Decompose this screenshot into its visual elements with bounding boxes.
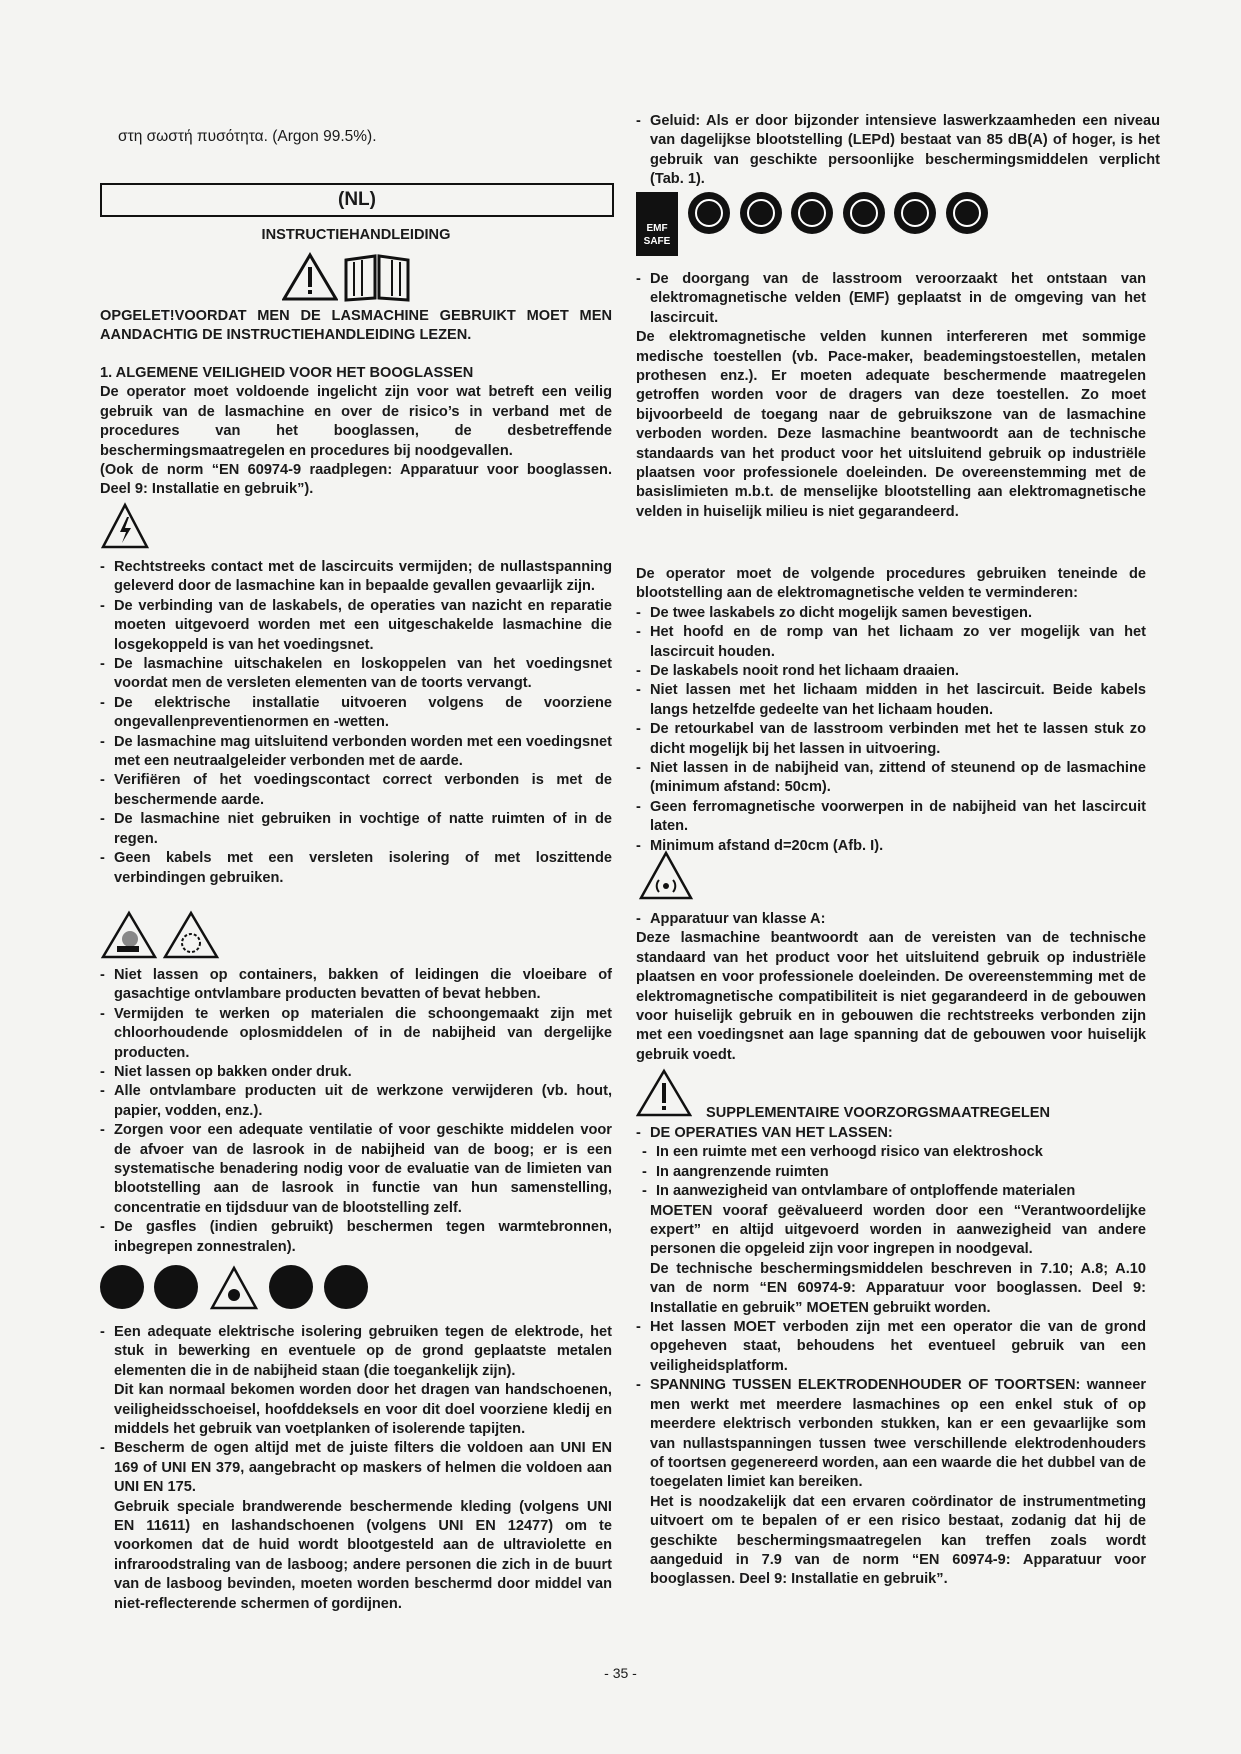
open-book-icon [342,252,412,302]
ppe-icons [100,1265,374,1314]
list-item: - Rechtstreeks contact met de lascircuits vermijden; de nullastspanning geleverd door de lasmachine kan in bepaalde gevallen gevaarlijk zijn. [100,558,612,597]
manual-title: INSTRUCTIEHANDLEIDING [261,227,451,243]
class-a-text: Deze lasmachine beantwoordt aan de vereisten van de technische standaard van het product voor het uitsluitend gebruik op industriële plaatsen en voor professionele doeleinden. De overeenstemming met de elektromagnetische compatibiliteit is niet gegarandeerd in de gebouwen voor huiselijk gebruik en in gebouwen die rechtstreeks verbonden zijn met een voedingsnet aan lage spanning dat de gebouwen voor huiselijk gebruik voedt. [636,930,1146,1063]
face-shield-icon [269,1265,313,1309]
list-item: - In aanwezigheid van ontvlambare of ontploffende materialen [642,1182,1146,1201]
emf-item: - De doorgang van de lasstroom veroorzaakt het ontstaan van elektromagnetische velden (EMF) geplaatst in de omgeving van het lascircuit. [636,270,1146,328]
list-item: Gebruik speciale brandwerende beschermende kleding (volgens UNI EN 11611) en lashandschoenen (volgens UNI EN 12477) om te voorkomen dat de huid wordt blootgesteld aan de ultraviolette en infraroodstraling van de lasboog; andere personen die zich in de buurt van de lasboog bevinden, moeten worden beschermd door middel van niet-reflecterende schermen of gordijnen. [114,1498,612,1612]
list-item: - De retourkabel van de lasstroom verbinden met het te lassen stuk zo dicht mogelijk bij het lassen in uitvoering. [636,720,1146,759]
list-item: - Minimum afstand d=20cm (Afb. I). [636,837,1146,856]
warning-triangle-icon [636,1068,692,1118]
list-item: - De verbinding van de laskabels, de operaties van nazicht en reparatie moeten uitgevoerd worden met een uitgeschakelde lasmachine die losgekoppeld is van het voedingsnet. [100,597,612,655]
list-item: - Niet lassen op containers, bakken of leidingen die vloeibare of gasachtige ontvlambare producten bevatten of bevat hebben. [100,966,612,1005]
list-item: - Niet lassen met het lichaam midden in het lascircuit. Beide kabels langs hetzelfde gedeelte van het lichaam houden. [636,681,1146,720]
section-1-heading: 1. ALGEMENE VEILIGHEID VOOR HET BOOGLASSEN [100,365,474,381]
class-a-item: - Apparatuur van klasse A: [636,910,1146,929]
list-item: - In een ruimte met een verhoogd risico van elektroshock [642,1143,1146,1162]
emf-safe-icon [636,192,678,256]
emf-safe-label: EMF SAFE [643,223,671,247]
list-item: - Geen ferromagnetische voorwerpen in de nabijheid van het lascircuit laten. [636,798,1146,837]
prohibition-icon [946,192,988,234]
fire-explosion-icons [100,910,220,960]
list-item: - Niet lassen in de nabijheid van, zittend of steunend op de lasmachine (minimum afstand: 50cm). [636,759,1146,798]
hot-surface-icon [209,1265,259,1311]
list-item: - Verifiëren of het voedingscontact correct verbonden is met de beschermende aarde. [100,771,612,810]
electric-shock-icon [100,502,150,550]
operations-section [636,1124,1146,1590]
list-item: - De elektrische installatie uitvoeren volgens de voorziene ongevallenpreventienormen en -wetten. [100,694,612,733]
list-item: - Een adequate elektrische isolering gebruiken tegen de elektrode, het stuk in bewerking en eventuele op de grond geplaatste metalen elementen die in de nabijheid staan (die toegankelijk zijn). [100,1323,612,1381]
explosion-icon [162,910,220,960]
list-item: - De laskabels nooit rond het lichaam draaien. [636,662,1146,681]
language-box: (NL) [100,183,614,217]
section-1-text: De operator moet voldoende ingelicht zijn voor wat betreft een veilig gebruik van de lasmachine en over de risico’s in verband met de procedures van het booglassen, de desbetreffende beschermingsmaatregelen en procedures bij noodgevallen. [100,384,612,459]
electric-list [100,558,612,888]
list-item: - Niet lassen op bakken onder druk. [100,1063,612,1082]
operations-text-2: De technische beschermingsmiddelen beschreven in 7.10; A.8; A.10 van de norm “EN 60974-9: Apparatuur voor booglassen. Deel 9: Installatie en gebruik” MOETEN gebruikt worden. [650,1260,1146,1316]
voltage-item: - SPANNING TUSSEN ELEKTRODENHOUDER OF TOORTSEN: wanneer men werkt met meerdere lasmachines op een enkel stuk of op meerdere elektrisch verbonden stukken, kan er een gevaarlijke som van nullastspanningen tussen twee verschillende elektrodenhouders of toortsen gegenereerd worden, aan een waarde die het dubbel van de toegelaten limiet kan bereiken. [636,1376,1146,1492]
voltage-text: Het is noodzakelijk dat een ervaren coördinator de instrumentmeting uitvoert om te bepalen of er een risico bestaat, zodanig dat hij de geschikte beschermingsmaatregelen kan treffen zoals wordt aangeduid in 7.9 van de norm “EN 60974-9: Apparatuur voor booglassen. Deel 9: Installatie en gebruik”. [650,1493,1146,1588]
prohibition-icon [791,192,833,234]
section-1-ref: (Ook de norm “EN 60974-9 raadplegen: Apparatuur voor booglassen. Deel 9: Installatie en gebruik”). [100,462,612,498]
supplementary-heading: SUPPLEMENTAIRE VOORZORGSMAATREGELEN [706,1105,1051,1121]
list-item: - Het hoofd en de romp van het lichaam zo ver mogelijk van het lascircuit houden. [636,623,1146,662]
section-1 [100,364,612,500]
protective-suit-icon [100,1265,144,1309]
list-item: - De lasmachine uitschakelen en loskoppelen van het voedingsnet voordat men de versleten elementen van de toorts vervangt. [100,655,612,694]
fire-list [100,966,612,1257]
list-item: Dit kan normaal bekomen worden door het dragen van handschoenen, veiligheidsschoeisel, hoofddeksels en voor dit doel voorziene kledij en middels het gebruik van voetplanken of isolerende tapijten. [114,1382,612,1438]
noise-item: - Geluid: Als er door bijzonder intensieve laswerkzaamheden een niveau van dagelijkse blootstelling (LEPd) bestaat van 85 dB(A) of hoger, is het gebruik van geschikte persoonlijke beschermingsmiddelen verplicht (Tab. 1). [636,112,1160,190]
emf-text: De elektromagnetische velden kunnen interfereren met sommige medische toestellen (vb. Pace-maker, beademingstoestellen, metalen prothesen enz.). Er moeten adequate beschermende maatregelen getroffen worden voor de dragers van deze toestellen. Zo moet bijvoorbeeld de toegang naar de gebruikszone van de lasmachine verboden worden. Deze lasmachine beantwoordt aan de technische standaards van het product voor het uitsluitend gebruik op industriële plaatsen voor professionele doeleinden. De overeenstemming met de basislimieten m.b.t. de menselijke blootstelling aan elektromagnetische velden in huiselijk milieu is niet gegarandeerd. [636,329,1146,520]
warning-manual-icons [282,252,412,302]
prohibition-icon [740,192,782,234]
greek-line: στη σωστή πυσότητα. (Argon 99.5%). [118,127,377,145]
emf-section [636,270,1146,522]
ear-protection-icon [324,1265,368,1309]
operations-text: MOETEN vooraf geëvalueerd worden door een “Verantwoordelijke expert” en altijd uitgevoerd worden in aanwezigheid van andere personen die opgeleid zijn voor ingrepen in noodgeval. [650,1202,1146,1258]
procedures-intro: De operator moet de volgende procedures gebruiken teneinde de blootstelling aan de elektromagnetische velden te verminderen: [636,566,1146,602]
list-item: - De lasmachine mag uitsluitend verbonden worden met een voedingsnet met een neutraalgeleider verbonden met de aarde. [100,733,612,772]
read-manual-warning: OPGELET!VOORDAT MEN DE LASMACHINE GEBRUIKT MOET MEN AANDACHTIG DE INSTRUCTIEHANDLEIDING LEZEN. [100,308,612,344]
prohibition-icon [843,192,885,234]
list-item: - Alle ontvlambare producten uit de werkzone verwijderen (vb. hout, papier, vodden, enz.). [100,1082,612,1121]
warning-triangle-icon [282,252,338,302]
gloves-icon [154,1265,198,1309]
list-item: - In aangrenzende ruimten [642,1163,1146,1182]
list-item: - Bescherm de ogen altijd met de juiste filters die voldoen aan UNI EN 169 of UNI EN 379, aangebracht op maskers of helmen die voldoen aan UNI EN 175. [100,1439,612,1497]
ppe-list [100,1323,612,1614]
prohibition-icon [688,192,730,234]
emf-icons [636,192,993,256]
list-item: - Zorgen voor een adequate ventilatie of voor geschikte middelen voor de afvoer van de lasrook in de nabijheid van de boog; er is een systematische benadering nodig voor de evaluatie van de limieten van blootstelling aan de lasrook in functie van hun samenstelling, concentratie en tijdsduur van de blootstelling zelf. [100,1121,612,1218]
list-item: - De gasfles (indien gebruikt) beschermen tegen warmtebronnen, inbegrepen zonnestralen). [100,1218,612,1257]
non-ionizing-radiation-icon [638,850,694,902]
list-item: - De twee laskabels zo dicht mogelijk samen bevestigen. [636,604,1146,623]
fire-explosion-icon [100,910,158,960]
procedures-section [636,565,1146,856]
list-item: - Geen kabels met een versleten isolering of met loszittende verbindingen gebruiken. [100,849,612,888]
page-number: - 35 - [604,1665,637,1681]
raised-item: - Het lassen MOET verboden zijn met een operator die van de grond opgeheven staat, behoudens het eventueel gebruik van een veiligheidsplatform. [636,1318,1146,1376]
prohibition-icon [894,192,936,234]
operations-heading: - DE OPERATIES VAN HET LASSEN: [636,1124,1146,1143]
list-item: - Vermijden te werken op materialen die schoongemaakt zijn met chloorhoudende oplosmiddelen of in de nabijheid van dergelijke producten. [100,1005,612,1063]
list-item: - De lasmachine niet gebruiken in vochtige of natte ruimten of in de regen. [100,810,612,849]
class-a-section [636,910,1146,1065]
